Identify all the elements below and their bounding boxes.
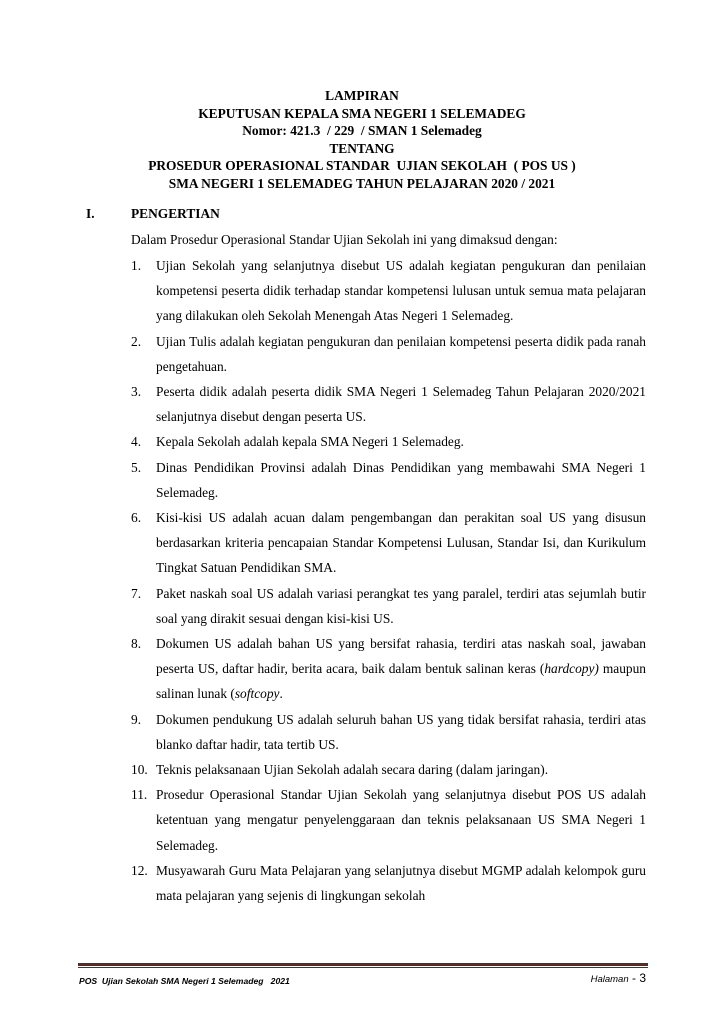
item-text: Peserta didik adalah peserta didik SMA Negeri 1 Selemadeg Tahun Pelajaran 2020/2021 selanjutnya disebut dengan peserta US.: [156, 384, 646, 425]
header-lampiran: LAMPIRAN: [325, 88, 399, 103]
header-keputusan: KEPUTUSAN KEPALA SMA NEGERI 1 SELEMADEG: [198, 105, 526, 121]
item-number: 10.: [131, 762, 148, 778]
footer-divider-thin: [78, 967, 648, 968]
intro-paragraph: Dalam Prosedur Operasional Standar Ujian Sekolah ini yang dimaksud dengan:: [131, 232, 558, 247]
item-text: Paket naskah soal US adalah variasi perangkat tes yang paralel, terdiri atas sejumlah butir soal yang dirakit sesuai dengan kisi-kisi US.: [156, 585, 646, 626]
item-number: 9.: [131, 711, 142, 727]
list-item: [131, 858, 646, 908]
document-header: [0, 87, 724, 193]
header-nomor: Nomor: 421.3 / 229 / SMAN 1 Selemadeg: [242, 123, 482, 139]
list-item: [131, 782, 646, 858]
header-school-year: SMA NEGERI 1 SELEMADEG TAHUN PELAJARAN 2020 / 2021: [168, 175, 556, 191]
header-tentang: TENTANG: [329, 140, 395, 156]
list-item: [131, 757, 646, 782]
list-item: [131, 505, 646, 581]
section-number: I.: [86, 206, 95, 221]
item-text: Musyawarah Guru Mata Pelajaran yang selanjutnya disebut MGMP adalah kelompok guru mata pelajaran yang sejenis di lingkungan sekolah: [156, 862, 646, 904]
list-item: [131, 707, 646, 757]
item-number: 4.: [131, 434, 142, 450]
page-label: Halaman: [590, 974, 629, 985]
footer-divider: [78, 963, 648, 966]
item-number: 5.: [131, 459, 142, 475]
list-item: [131, 379, 646, 429]
item-number: 3.: [131, 384, 142, 400]
item-text: Kisi-kisi US adalah acuan dalam pengembangan dan perakitan soal US yang disusun berdasarkan kriteria pencapaian Standar Kompetensi Lulusan, Standar Isi, dan Kurikulum Tingkat Satuan Pendidikan SMA.: [156, 510, 646, 576]
item-text: Dinas Pendidikan Provinsi adalah Dinas Pendidikan yang membawahi SMA Negeri 1 Selemadeg.: [156, 459, 646, 500]
item-text: Kepala Sekolah adalah kepala SMA Negeri 1 Selemadeg.: [156, 434, 464, 450]
item-text: Dokumen pendukung US adalah seluruh bahan US yang tidak bersifat rahasia, terdiri atas blanko daftar hadir, tata tertib US.: [156, 711, 646, 752]
item-number: 8.: [131, 636, 142, 652]
definition-list: [131, 253, 646, 908]
item-text: Teknis pelaksanaan Ujian Sekolah adalah secara daring (dalam jaringan).: [156, 762, 549, 778]
item-text: Ujian Tulis adalah kegiatan pengukuran dan penilaian kompetensi peserta didik pada ranah pengetahuan.: [156, 333, 646, 374]
item-number: 1.: [131, 258, 142, 273]
list-item: [131, 631, 646, 707]
section-title: PENGERTIAN: [131, 206, 220, 221]
footer-document-title: POS Ujian Sekolah SMA Negeri 1 Selemadeg 2021: [79, 976, 290, 986]
list-item: [131, 455, 646, 505]
list-item: [131, 581, 646, 631]
page-number-value: - 3: [631, 971, 646, 985]
list-item: [131, 429, 646, 454]
list-item: [131, 329, 646, 379]
header-prosedur: PROSEDUR OPERASIONAL STANDAR UJIAN SEKOLAH ( POS US ): [148, 158, 576, 174]
list-item: [131, 253, 646, 329]
item-number: 11.: [131, 787, 148, 803]
item-number: 6.: [131, 510, 142, 526]
page-number: [591, 971, 646, 985]
item-number: 2.: [131, 333, 142, 349]
item-text: Ujian Sekolah yang selanjutnya disebut US adalah kegiatan pengukuran dan penilaian kompetensi peserta didik terhadap standar kompetensi lulusan untuk semua mata pelajaran yang dilakukan oleh Sekolah Menengah Atas Negeri 1 Selemadeg.: [156, 258, 646, 324]
item-text: Dokumen US adalah bahan US yang bersifat rahasia, terdiri atas naskah soal, jawaban peserta US, daftar hadir, berita acara, baik dalam bentuk salinan keras (hardcopy) maupun salinan lunak (softcopy.: [156, 636, 646, 702]
item-number: 12.: [131, 862, 148, 878]
item-text: Prosedur Operasional Standar Ujian Sekolah yang selanjutnya disebut POS US adalah ketentuan yang mengatur penyelenggaraan dan teknis pelaksanaan US SMA Negeri 1 Selemadeg.: [156, 787, 646, 853]
item-number: 7.: [131, 585, 142, 601]
